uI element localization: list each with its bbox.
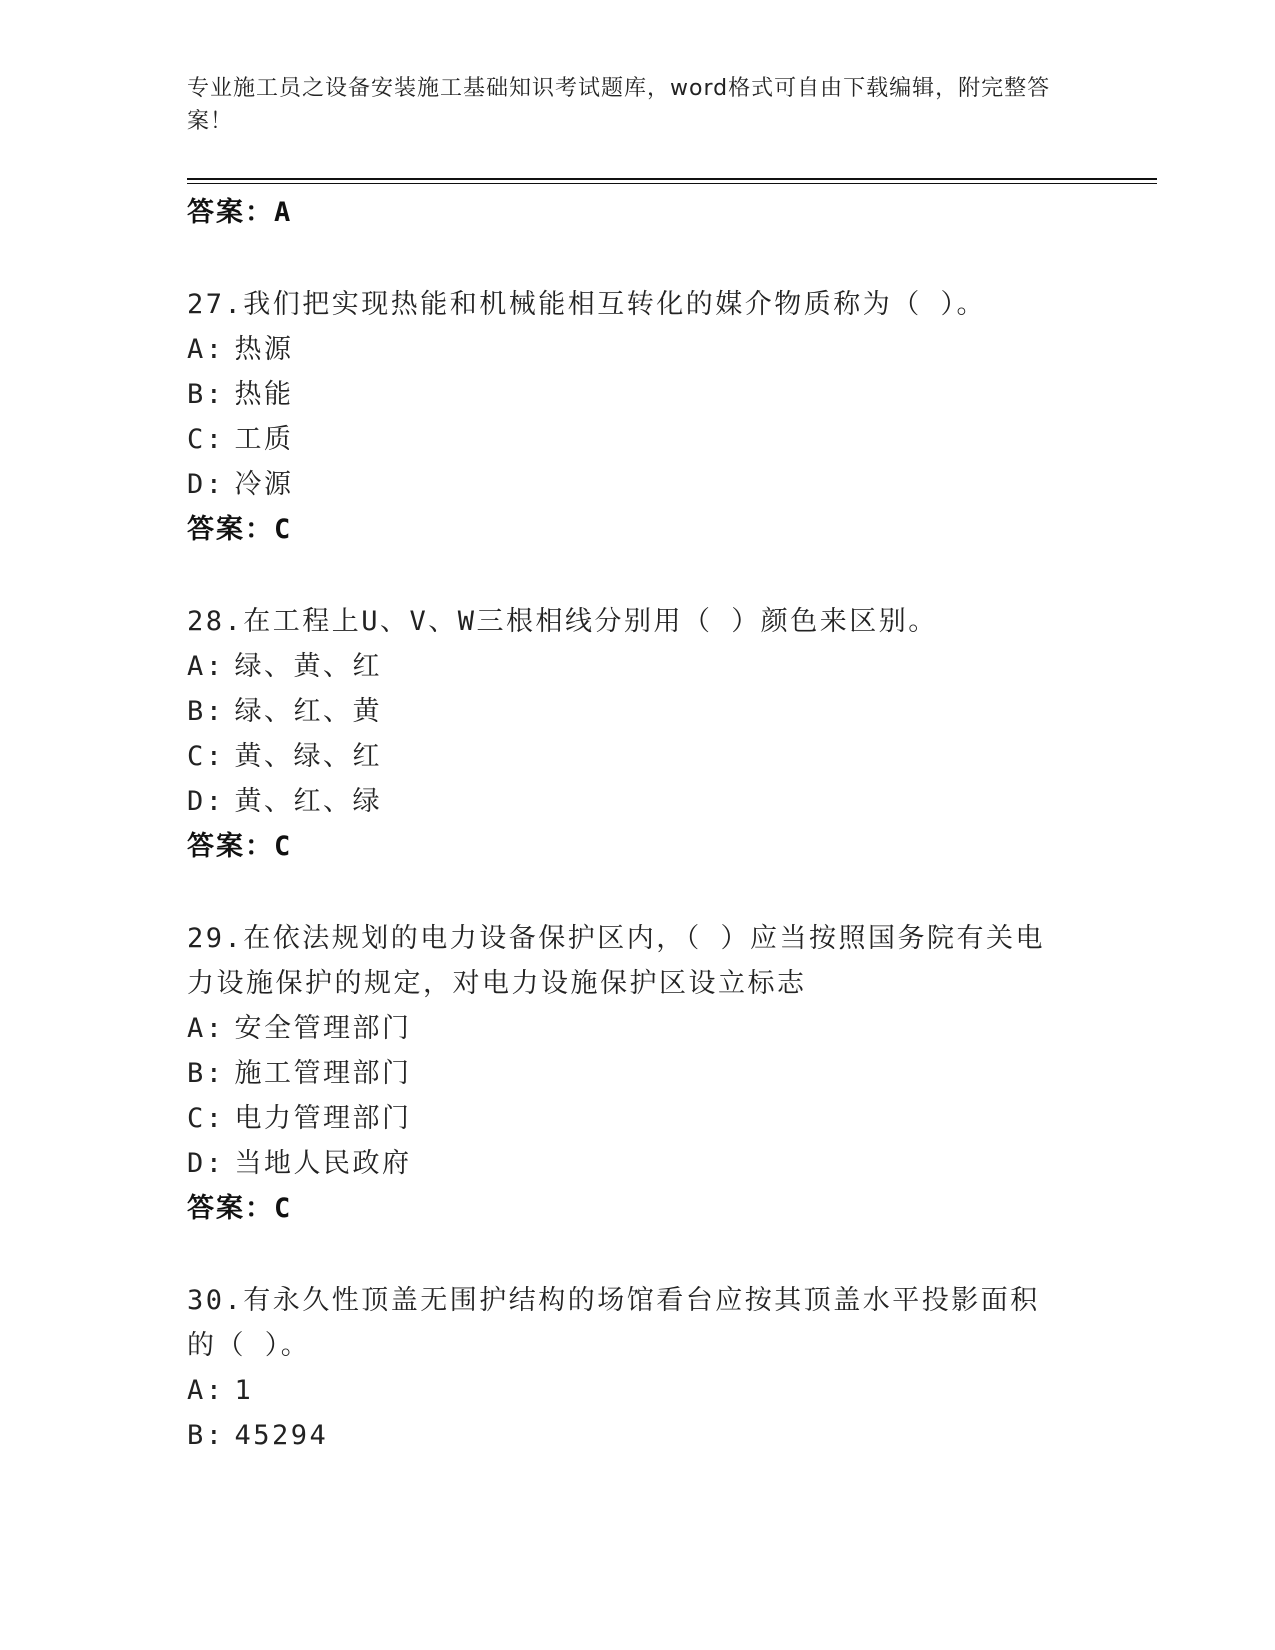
question-block bbox=[187, 282, 1067, 552]
question-text: 30.有永久性顶盖无围护结构的场馆看台应按其顶盖水平投影面积的（ ）。 bbox=[187, 1285, 1040, 1361]
answer-value: C bbox=[274, 514, 291, 545]
answer-value: C bbox=[274, 831, 291, 862]
option-c bbox=[187, 417, 1067, 462]
answer-line bbox=[187, 190, 1067, 235]
question-text: 29.在依法规划的电力设备保护区内，（ ）应当按照国务院有关电力设施保护的规定，对电力设施保护区设立标志 bbox=[187, 923, 1046, 999]
option-a bbox=[187, 327, 1067, 372]
option-text: 电力管理部门 bbox=[234, 1103, 412, 1134]
option-b bbox=[187, 1051, 1067, 1096]
option-text: 冷源 bbox=[234, 469, 294, 500]
option-letter: A: bbox=[187, 334, 225, 365]
option-letter: A: bbox=[187, 1375, 225, 1406]
option-letter: C: bbox=[187, 741, 225, 772]
header-rule-thin bbox=[187, 183, 1157, 184]
document-header: 专业施工员之设备安装施工基础知识考试题库，word格式可自由下载编辑，附完整答案！ bbox=[187, 76, 1051, 134]
option-d bbox=[187, 1141, 1067, 1186]
answer-value: A bbox=[274, 197, 291, 228]
option-text: 黄、绿、红 bbox=[234, 741, 383, 772]
option-text: 当地人民政府 bbox=[234, 1148, 412, 1179]
option-b bbox=[187, 372, 1067, 417]
option-letter: B: bbox=[187, 379, 225, 410]
answer-value: C bbox=[274, 1193, 291, 1224]
question-text: 28.在工程上U、V、W三根相线分别用（ ）颜色来区别。 bbox=[187, 606, 938, 637]
option-letter: C: bbox=[187, 424, 225, 455]
answer-label: 答案： bbox=[187, 514, 274, 545]
option-text: 工质 bbox=[234, 424, 294, 455]
option-c bbox=[187, 1096, 1067, 1141]
option-letter: A: bbox=[187, 651, 225, 682]
option-b bbox=[187, 1413, 1067, 1458]
option-a bbox=[187, 1006, 1067, 1051]
option-text: 黄、红、绿 bbox=[234, 786, 383, 817]
option-text: 热源 bbox=[234, 334, 294, 365]
option-text: 绿、红、黄 bbox=[234, 696, 383, 727]
option-letter: C: bbox=[187, 1103, 225, 1134]
option-letter: D: bbox=[187, 1148, 225, 1179]
option-text: 热能 bbox=[234, 379, 294, 410]
answer-line bbox=[187, 824, 1067, 869]
option-letter: B: bbox=[187, 696, 225, 727]
answer-label: 答案： bbox=[187, 1193, 274, 1224]
answer-label: 答案： bbox=[187, 831, 274, 862]
option-letter: B: bbox=[187, 1420, 225, 1451]
option-a bbox=[187, 644, 1067, 689]
question-block bbox=[187, 916, 1067, 1231]
answer-line bbox=[187, 1186, 1067, 1231]
option-d bbox=[187, 779, 1067, 824]
question-block bbox=[187, 599, 1067, 869]
option-letter: B: bbox=[187, 1058, 225, 1089]
option-text: 1 bbox=[234, 1375, 254, 1406]
question-block bbox=[187, 1278, 1067, 1458]
option-a bbox=[187, 1368, 1067, 1413]
answer-label: 答案： bbox=[187, 197, 274, 228]
question-text: 27.我们把实现热能和机械能相互转化的媒介物质称为（ ）。 bbox=[187, 289, 987, 320]
answer-line bbox=[187, 507, 1067, 552]
header-rule-thick bbox=[187, 178, 1157, 180]
option-text: 45294 bbox=[234, 1420, 329, 1451]
option-letter: A: bbox=[187, 1013, 225, 1044]
option-text: 绿、黄、红 bbox=[234, 651, 383, 682]
option-text: 施工管理部门 bbox=[234, 1058, 412, 1089]
page-content bbox=[187, 190, 1067, 1458]
option-letter: D: bbox=[187, 786, 225, 817]
option-d bbox=[187, 462, 1067, 507]
option-c bbox=[187, 734, 1067, 779]
option-letter: D: bbox=[187, 469, 225, 500]
option-text: 安全管理部门 bbox=[234, 1013, 412, 1044]
option-b bbox=[187, 689, 1067, 734]
